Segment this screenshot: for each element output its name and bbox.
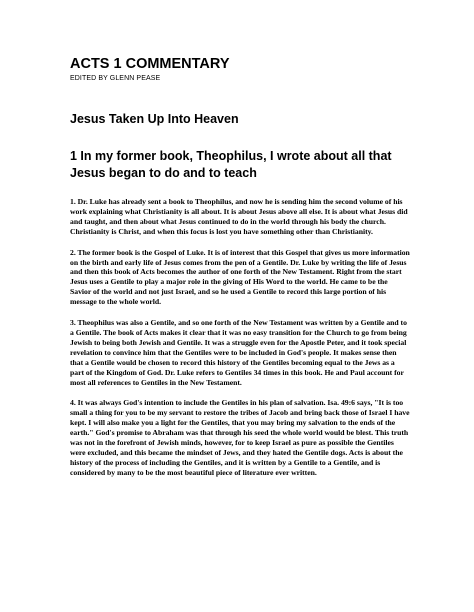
section-heading: Jesus Taken Up Into Heaven (70, 112, 239, 126)
paragraph-1: 1. Dr. Luke has already sent a book to Theophilus, and now he is sending him the second volume of his work explaining what Christianity is all about. It is about Jesus above all else. It is about what Jesus did and taught, and then about what Jesus continued to do in the world through his body the church. Christianity is Christ, and when this focus is lost you have something other than Christianity. (70, 197, 408, 236)
paragraph-3: 3. Theophilus was also a Gentile, and so one forth of the New Testament was written by a Gentile and to a Gentile. The book of Acts makes it clear that it was no easy transition for the Church to go from being Jewish to being both Jewish and Gentile. It was a struggle even for the Apostle Peter, and it took special revelation to convince him that the Gentiles were to be included in God's people. It makes sense then that a Gentile would be chosen to record this history of the Gentiles becoming equal to the Jews as a part of the Kingdom of God. Dr. Luke refers to Gentiles 34 times in this book. He and Paul account for most all references to Gentiles in the New Testament. (70, 318, 407, 387)
editor-line: EDITED BY GLENN PEASE (70, 75, 161, 82)
paragraph-2: 2. The former book is the Gospel of Luke. It is of interest that this Gospel that gives us more information on the birth and early life of Jesus comes from the pen of a Gentile. Dr. Luke by writing the life of Jesus and then this book of Acts becomes the author of one forth of the New Testament. Right from the start Jesus uses a Gentile to play a major role in the giving of His Word to the world. He came to be the Savior of the world and not just Israel, and so he used a Gentile to record this large portion of his message to the whole world. (70, 247, 410, 307)
verse-heading: 1 In my former book, Theophilus, I wrote about all that Jesus began to do and to teach (70, 149, 392, 180)
document-title: ACTS 1 COMMENTARY (70, 56, 230, 72)
document-page (70, 56, 410, 478)
paragraph-4: 4. It was always God's intention to include the Gentiles in his plan of salvation. Isa. 49:6 says, "It is too small a thing for you to be my servant to restore the tribes of Jacob and bring back those of Israel I have kept. I will also make you a light for the Gentiles, that you may bring my salvation to the ends of the earth." God's promise to Abraham was that through his seed the whole world would be blest. This truth was not in the forefront of Jewish minds, however, for to keep Israel as pure as possible the Gentiles were excluded, and this became the mindset of Jews, and they hated the Gentile dogs. Acts is about the history of the process of including the Gentiles, and it is written by a Gentile to a Gentile, and is considered by many to be the most beautiful piece of literature ever written. (70, 398, 410, 477)
